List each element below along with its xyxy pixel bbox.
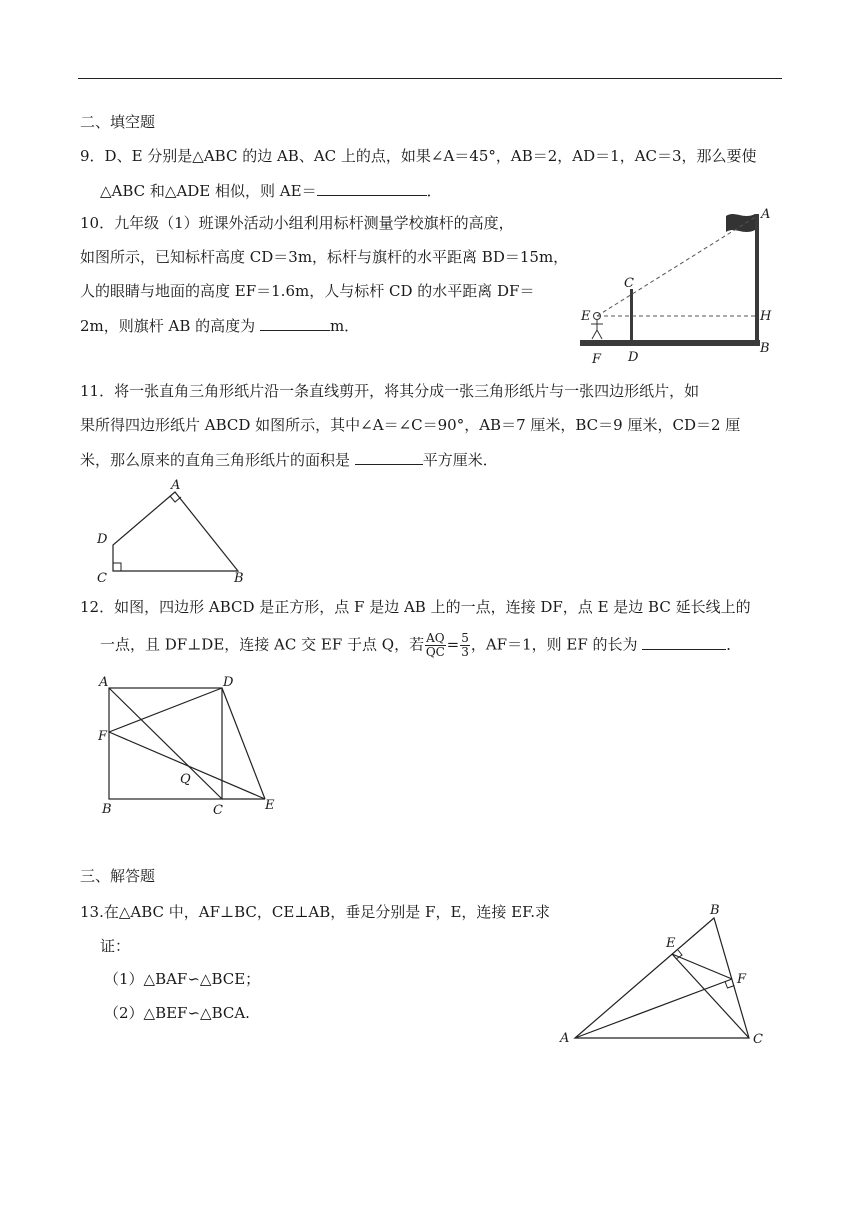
q13-triangle-abc	[575, 918, 749, 1038]
q10-label-a: A	[761, 207, 771, 222]
q12-segment-de	[222, 688, 265, 799]
q11-line2: 果所得四边形纸片 ABCD 如图所示，其中∠A＝∠C＝90°，AB＝7 厘米，BC＝9 厘米，CD＝2 厘	[80, 416, 741, 434]
q10-pole-cd	[630, 289, 633, 341]
q12-line2-text: 一点，且 DF⊥DE，连接 AC 交 EF 于点 Q，若	[100, 635, 425, 654]
q10-label-f: F	[592, 352, 602, 367]
q12-segment-fe	[109, 732, 265, 799]
q12-label-q: Q	[180, 772, 191, 787]
q12-frac-den: QC	[425, 645, 445, 659]
section-title-fill-blank: 二、填空题	[80, 113, 156, 131]
q12-segment-ac	[109, 688, 222, 799]
q10-line4-text: 2m，则旗杆 AB 的高度为	[80, 317, 260, 335]
q13-label-e: E	[666, 936, 676, 951]
q12-label-e: E	[265, 798, 275, 813]
q10-unit: m．	[329, 317, 360, 335]
q12-frac-r-den: 3	[461, 645, 469, 659]
q11-unit: 平方厘米．	[422, 451, 498, 469]
q12-value-fraction	[460, 632, 470, 659]
q10-line1: 10．九年级（1）班课外活动小组利用标杆测量学校旗杆的高度，	[80, 214, 514, 232]
q12-line1: 12．如图，四边形 ABCD 是正方形，点 F 是边 AB 上的一点，连接 DF，点 E 是边 BC 延长线上的	[80, 598, 751, 616]
q12-segment-df	[109, 688, 222, 732]
q12-line2	[100, 632, 741, 659]
q12-label-b: B	[102, 802, 112, 817]
q10-label-e: E	[581, 309, 591, 324]
q13-figure	[555, 895, 775, 1055]
q12-answer-blank[interactable]	[642, 633, 726, 650]
q11-figure	[90, 475, 260, 590]
q13-label-c: C	[753, 1032, 763, 1047]
q11-right-angle-c	[113, 563, 121, 571]
q12-label-c: C	[213, 803, 223, 818]
q10-flagpole	[755, 214, 759, 342]
q10-answer-blank[interactable]	[260, 314, 330, 331]
q13-segment-ef	[672, 954, 732, 979]
q9-answer-blank[interactable]	[317, 179, 427, 196]
q13-label-f: F	[737, 972, 747, 987]
q11-label-c: C	[97, 571, 107, 586]
q10-ground	[580, 340, 760, 346]
q10-figure	[575, 200, 775, 370]
q13-label-a: A	[560, 1031, 570, 1046]
q12-frac-eq: =	[446, 635, 460, 654]
q11-label-a: A	[171, 478, 181, 493]
q10-label-d: D	[628, 350, 639, 365]
q10-sightline	[597, 216, 757, 316]
q13-line1: 13.在△ABC 中，AF⊥BC，CE⊥AB，垂足分别是 F，E，连接 EF.求	[80, 903, 550, 921]
q10-flag-icon	[726, 214, 755, 232]
q10-line2: 如图所示，已知标杆高度 CD＝3m，标杆与旗杆的水平距离 BD＝15m，	[80, 248, 569, 266]
q12-ratio-fraction	[425, 632, 446, 659]
q13-part2: （2）△BEF∽△BCA.	[104, 1004, 250, 1022]
q11-answer-blank[interactable]	[355, 448, 423, 465]
header-rule	[78, 78, 782, 79]
q10-label-b: B	[760, 341, 770, 356]
q12-label-f: F	[98, 729, 108, 744]
q10-label-c: C	[624, 276, 634, 291]
q9-line2	[100, 179, 442, 202]
q13-label-b: B	[710, 903, 720, 918]
q12-figure	[95, 670, 295, 825]
q9-end: ．	[426, 182, 442, 200]
q12-end: ．	[726, 635, 742, 654]
q10-line4	[80, 314, 359, 337]
q9-line2-text: △ABC 和△ADE 相似，则 AE＝	[100, 182, 317, 200]
section-title-answer: 三、解答题	[80, 867, 156, 885]
q13-altitude-af	[575, 979, 732, 1038]
q12-frac-num: AQ	[426, 631, 445, 645]
q13-part1: （1）△BAF∽△BCE；	[104, 970, 261, 988]
q10-line3: 人的眼睛与地面的高度 EF＝1.6m，人与标杆 CD 的水平距离 DF＝	[80, 282, 535, 300]
q11-quadrilateral	[113, 492, 238, 571]
q12-frac-r-num: 5	[461, 631, 469, 645]
q13-line2: 证：	[100, 937, 131, 955]
q11-label-b: B	[234, 571, 244, 586]
q12-line2-rest: ，AF＝1，则 EF 的长为	[470, 635, 643, 654]
q11-label-d: D	[97, 532, 108, 547]
q11-line1: 11．将一张直角三角形纸片沿一条直线剪开，将其分成一张三角形纸片与一张四边形纸片，如	[80, 382, 700, 400]
q10-label-h: H	[760, 309, 772, 324]
q12-label-a: A	[99, 675, 109, 690]
q11-line3	[80, 448, 498, 471]
q12-label-d: D	[223, 675, 234, 690]
q13-altitude-ce	[672, 954, 749, 1038]
q11-line3-text: 米，那么原来的直角三角形纸片的面积是	[80, 451, 355, 469]
q9-line1: 9．D、E 分别是△ABC 的边 AB、AC 上的点，如果∠A＝45°，AB＝2，AD＝1，AC＝3，那么要使	[80, 147, 757, 165]
